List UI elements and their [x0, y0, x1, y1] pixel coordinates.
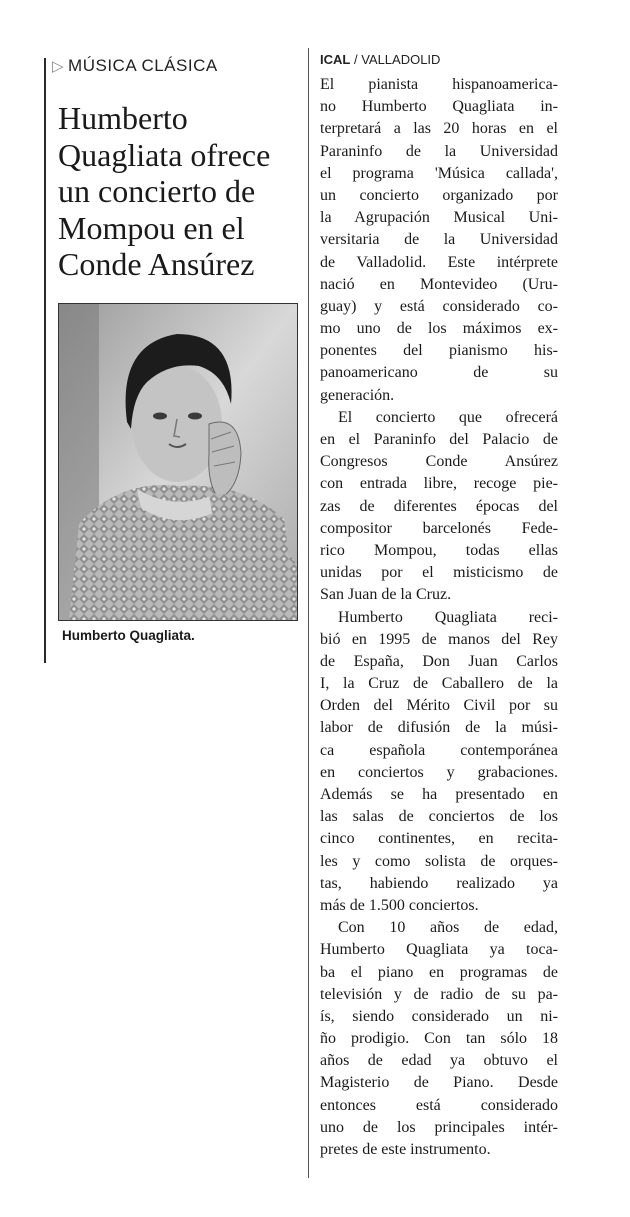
portrait-illustration — [59, 304, 297, 620]
body-line: generación. — [320, 386, 395, 404]
body-line: mo uno de los máximos ex- — [320, 320, 558, 338]
headline — [58, 100, 303, 283]
body-line: les y como solista de orques- — [320, 852, 558, 870]
body-line: ponentes del pianismo his- — [320, 342, 558, 360]
body-line: un concierto organizado por — [320, 186, 558, 204]
body-line: con entrada libre, recoge pie- — [320, 475, 558, 493]
dateline — [320, 52, 440, 67]
body-line: zas de diferentes épocas del — [320, 497, 558, 515]
body-line: guay) y está considerado co- — [320, 297, 558, 315]
body-line: ba el piano en programas de — [320, 963, 558, 981]
body-line: Humberto Quagliata reci- — [338, 608, 558, 626]
body-line: cinco continentes, en recita- — [320, 830, 558, 848]
body-line: bió en 1995 de manos del Rey — [320, 630, 558, 648]
body-line: de España, Don Juan Carlos — [320, 652, 558, 670]
headline-line: Conde Ansúrez — [58, 246, 255, 282]
headline-line: Quagliata ofrece — [58, 136, 271, 173]
body-line: no Humberto Quagliata in- — [320, 98, 558, 116]
body-line: terpretará a las 20 horas en el — [320, 120, 558, 138]
body-line: El concierto que ofrecerá — [338, 408, 558, 426]
body-line: uno de los principales intér- — [320, 1118, 558, 1136]
body-line: Magisterio de Piano. Desde — [320, 1074, 558, 1092]
body-line: ís, siendo considerado un ni- — [320, 1007, 558, 1025]
body-line: pretes de este instrumento. — [320, 1141, 491, 1158]
body-line: años de edad ya obtuvo el — [320, 1052, 558, 1070]
body-line: tas, habiendo realizado ya — [320, 874, 558, 892]
body-line: panoamericano de su — [320, 364, 558, 382]
body-line: I, la Cruz de Caballero de la — [320, 675, 558, 693]
body-line: Además se ha presentado en — [320, 786, 558, 803]
headline-line: Humberto — [58, 100, 188, 136]
body-line: entonces está considerado — [320, 1096, 558, 1114]
body-line: labor de difusión de la músi- — [320, 719, 558, 737]
body-line: nació en Montevideo (Uru- — [320, 275, 558, 293]
arrow-right-icon: ▷ — [52, 58, 65, 75]
body-line: versitaria de la Universidad — [320, 231, 558, 249]
headline-line: Mompou en el — [58, 209, 245, 246]
dateline-separator: / — [350, 52, 362, 67]
portrait-photo — [58, 303, 298, 621]
body-line: Humberto Quagliata ya toca- — [320, 941, 558, 959]
body-line: compositor barcelonés Fede- — [320, 519, 558, 537]
section-label-text: MÚSICA CLÁSICA — [68, 56, 218, 75]
column-divider — [308, 48, 309, 1178]
body-line: San Juan de la Cruz. — [320, 586, 452, 604]
body-line: Congresos Conde Ansúrez — [320, 453, 558, 471]
dateline-agency: ICAL — [320, 52, 351, 67]
dateline-city: VALLADOLID — [361, 52, 441, 67]
body-line: de Valladolid. Este intérprete — [320, 253, 558, 271]
body-line: Orden del Mérito Civil por su — [320, 697, 558, 715]
headline-line: un concierto de — [58, 173, 256, 209]
left-column-rule — [44, 58, 46, 663]
body-line: más de 1.500 conciertos. — [320, 896, 479, 914]
body-line: rico Mompou, todas ellas — [320, 541, 558, 559]
body-line: Paraninfo de la Universidad — [320, 142, 558, 160]
photo-caption: Humberto Quagliata. — [62, 628, 195, 643]
body-line: el programa 'Música callada', — [320, 164, 558, 182]
body-line: unidas por el misticismo de — [320, 564, 558, 582]
article-body — [320, 74, 558, 1161]
body-line: en el Paraninfo del Palacio de — [320, 431, 558, 448]
section-label — [52, 56, 218, 76]
body-line: en conciertos y grabaciones. — [320, 763, 558, 781]
body-line: El pianista hispanoamerica- — [320, 76, 558, 93]
body-line: la Agrupación Musical Uni- — [320, 209, 558, 227]
body-line: Con 10 años de edad, — [338, 919, 558, 937]
body-line: ño prodigio. Con tan sólo 18 — [320, 1030, 558, 1048]
body-line: las salas de conciertos de los — [320, 808, 558, 826]
body-line: ca española contemporánea — [320, 741, 558, 759]
body-line: televisión y de radio de su pa- — [320, 985, 558, 1003]
